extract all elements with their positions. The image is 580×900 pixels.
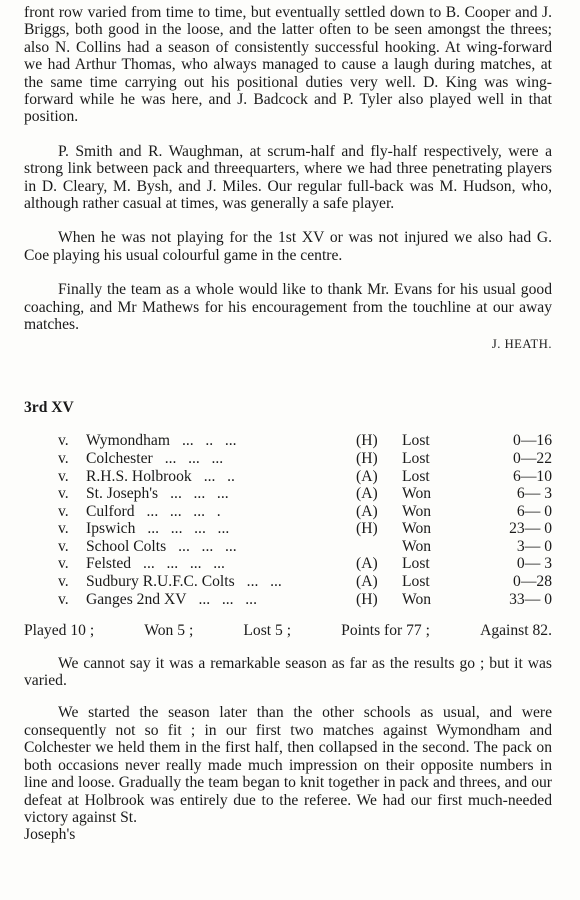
fixture-v: v. bbox=[58, 485, 69, 503]
fixture-venue: (A) bbox=[356, 555, 378, 573]
fixture-result: Won bbox=[402, 502, 432, 520]
fixture-result: Won bbox=[402, 520, 432, 538]
fixture-leader-dots: ... ... ... ... bbox=[147, 520, 230, 538]
fixture-score: 0— 3 bbox=[516, 555, 552, 573]
fixture-score: 6— 3 bbox=[516, 485, 552, 503]
fixture-leader-dots: ... ... ... bbox=[164, 449, 224, 467]
fixture-venue: (H) bbox=[356, 590, 378, 608]
summary-played: Played 10 ; bbox=[24, 622, 95, 640]
fixture-row bbox=[58, 520, 552, 538]
fixture-team-name: Felsted bbox=[86, 555, 132, 573]
paragraph-coe: When he was not playing for the 1st XV or was not injured we also had G. Coe playing his usual colourful game in the centre. bbox=[24, 229, 552, 264]
season-summary bbox=[24, 622, 552, 639]
fixture-team bbox=[86, 468, 356, 486]
fixture-result: Lost bbox=[402, 573, 430, 591]
fixture-team bbox=[86, 555, 356, 573]
fixture-row bbox=[58, 503, 552, 521]
fixture-team-name: Ganges 2nd XV bbox=[86, 590, 187, 608]
fixture-row bbox=[58, 450, 552, 468]
fixture-venue: (A) bbox=[356, 502, 378, 520]
paragraph-start: We started the season later than the other schools as usual, and were consequently not so fit ; in our first two matches against Wymondham and Colchester we held them in the first half, then collapsed in the second. The pack on both occasions never really made much impression on their opposite numbers in line and loose. Gradually the team began to knit together in pack and threes, and our defeat at Holbrook was entirely due to the referee. We had our first much-needed victory against St. bbox=[24, 704, 552, 826]
fixture-team bbox=[86, 573, 356, 591]
fixture-result: Won bbox=[402, 485, 432, 503]
fixture-team bbox=[86, 485, 356, 503]
fixture-row bbox=[58, 485, 552, 503]
fixture-leader-dots: ... ... ... bbox=[178, 537, 237, 555]
summary-against: Against 82. bbox=[480, 622, 552, 640]
summary-points-for: Points for 77 ; bbox=[341, 622, 430, 640]
fixture-team bbox=[86, 450, 356, 468]
fixture-v: v. bbox=[58, 590, 69, 608]
fixture-team-name: R.H.S. Holbrook bbox=[86, 467, 192, 485]
fixture-team bbox=[86, 503, 356, 521]
fixture-venue: (H) bbox=[356, 520, 378, 538]
fixture-leader-dots: ... ... ... ... bbox=[143, 555, 225, 573]
paragraph-forwards: front row varied from time to time, but eventually settled down to B. Cooper and J. Briggs, both good in the loose, and the latter often to be seen amongst the threes; also N. Collins had a season of consistently successful hooking. At wing-forward we had Arthur Thomas, who always managed to cause a laugh during matches, at the same time carrying out his positional duties very well. D. King was wing-forward while he was here, and J. Badcock and P. Tyler also played well in that position. bbox=[24, 4, 552, 126]
cut-off-line: Joseph's bbox=[24, 826, 76, 844]
fixture-venue: (H) bbox=[356, 449, 378, 467]
fixture-score: 23— 0 bbox=[509, 520, 552, 538]
fixture-result: Lost bbox=[402, 449, 430, 467]
fixture-team bbox=[86, 432, 356, 450]
fixture-v: v. bbox=[58, 467, 69, 485]
fixture-row bbox=[58, 432, 552, 450]
fixture-v: v. bbox=[58, 537, 69, 555]
fixture-score: 33— 0 bbox=[509, 590, 552, 608]
fixture-result: Won bbox=[402, 537, 432, 555]
fixture-row bbox=[58, 555, 552, 573]
fixture-score: 3— 0 bbox=[516, 537, 552, 555]
fixture-leader-dots: ... ... ... . bbox=[146, 502, 221, 520]
fixture-v: v. bbox=[58, 555, 69, 573]
fixture-team-name: Sudbury R.U.F.C. Colts bbox=[86, 573, 235, 591]
fixture-venue: (A) bbox=[356, 467, 378, 485]
fixture-venue: (A) bbox=[356, 485, 378, 503]
fixture-leader-dots: ... ... ... bbox=[198, 590, 257, 608]
fixture-result: Lost bbox=[402, 555, 430, 573]
fixture-score: 0—28 bbox=[513, 573, 552, 591]
fixture-result: Won bbox=[402, 590, 432, 608]
paragraph-halves: P. Smith and R. Waughman, at scrum-half and fly-half respectively, were a strong link between pack and threequarters, where we had three penetrating players in D. Cleary, M. Bysh, and J. Miles. Our regular full-back was M. Hudson, who, although rather casual at times, was generally a safe player. bbox=[24, 142, 552, 213]
fixture-leader-dots: ... .. ... bbox=[181, 432, 237, 450]
summary-won: Won 5 ; bbox=[144, 622, 194, 640]
fixture-venue: (H) bbox=[356, 432, 378, 450]
fixture-v: v. bbox=[58, 449, 69, 467]
section-heading: 3rd XV bbox=[24, 398, 74, 416]
fixture-team bbox=[86, 591, 356, 609]
fixture-team-name: School Colts bbox=[86, 537, 167, 555]
paragraph-thanks: Finally the team as a whole would like to thank Mr. Evans for his usual good coaching, and Mr Mathews for his encouragement from the touchline at our away matches. bbox=[24, 281, 552, 334]
fixture-result: Lost bbox=[402, 432, 430, 450]
fixture-team-name: Ipswich bbox=[86, 520, 136, 538]
fixture-row bbox=[58, 573, 552, 591]
fixture-team bbox=[86, 520, 356, 538]
fixture-team bbox=[86, 538, 356, 556]
fixture-score: 6— 0 bbox=[516, 502, 552, 520]
document-page bbox=[24, 4, 552, 844]
fixtures-table bbox=[58, 432, 552, 608]
fixture-v: v. bbox=[58, 432, 69, 450]
paragraph-season: We cannot say it was a remarkable season as far as the results go ; but it was varied. bbox=[24, 654, 552, 690]
signature: J. HEATH. bbox=[491, 336, 552, 351]
fixture-venue bbox=[356, 538, 402, 556]
fixture-row bbox=[58, 538, 552, 556]
fixture-leader-dots: ... ... bbox=[246, 573, 282, 591]
fixture-v: v. bbox=[58, 520, 69, 538]
fixture-result: Lost bbox=[402, 467, 430, 485]
fixture-row bbox=[58, 468, 552, 486]
fixture-score: 0—22 bbox=[513, 449, 552, 467]
summary-lost: Lost 5 ; bbox=[243, 622, 292, 640]
fixture-leader-dots: ... ... ... bbox=[170, 485, 229, 503]
fixture-v: v. bbox=[58, 573, 69, 591]
fixture-v: v. bbox=[58, 502, 69, 520]
fixture-team-name: Colchester bbox=[86, 449, 153, 467]
fixture-leader-dots: ... .. bbox=[203, 467, 235, 485]
fixture-venue: (A) bbox=[356, 573, 378, 591]
fixture-team-name: St. Joseph's bbox=[86, 485, 159, 503]
fixture-team-name: Culford bbox=[86, 502, 135, 520]
fixture-team-name: Wymondham bbox=[86, 432, 170, 450]
fixture-row bbox=[58, 591, 552, 609]
fixture-score: 0—16 bbox=[513, 432, 552, 450]
fixture-score: 6—10 bbox=[513, 467, 552, 485]
